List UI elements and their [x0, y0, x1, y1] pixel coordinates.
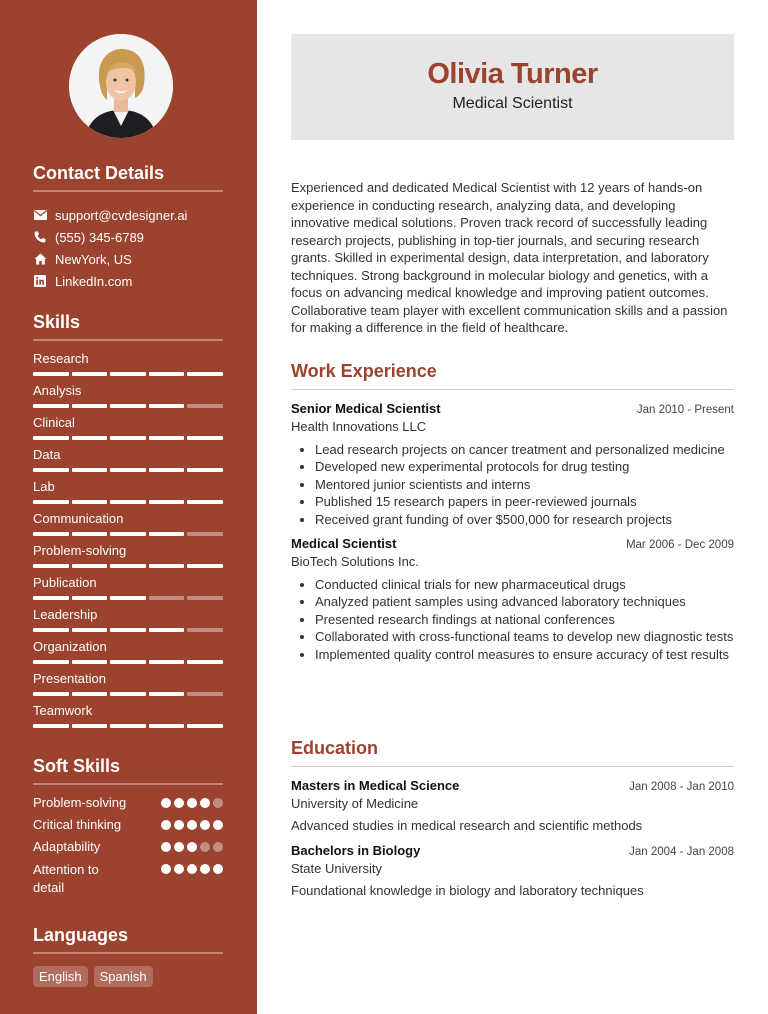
- skill-level-bar: [33, 468, 223, 472]
- skill-level-segment: [187, 564, 223, 568]
- skill-level-segment: [110, 724, 146, 728]
- job-title: Medical Scientist: [291, 536, 397, 552]
- skill-level-segment: [187, 724, 223, 728]
- sidebar: [0, 0, 257, 1014]
- experience-title: Work Experience: [291, 361, 734, 390]
- education-description: Foundational knowledge in biology and laboratory techniques: [291, 883, 644, 898]
- experience-section: [291, 361, 734, 663]
- skill-level-segment: [33, 692, 69, 696]
- phone-icon: [33, 230, 47, 244]
- rating-dot: [200, 798, 210, 808]
- skill-level-bar: [33, 692, 223, 696]
- contact-location: [33, 248, 223, 270]
- skill-item: [33, 445, 223, 477]
- skill-level-bar: [33, 724, 223, 728]
- skill-label: Analysis: [33, 383, 82, 398]
- soft-skill-label: Attention to detail: [33, 862, 99, 895]
- rating-dot: [200, 820, 210, 830]
- soft-skill-item: [33, 795, 223, 817]
- language-chip: Spanish: [94, 966, 153, 987]
- skill-level-segment: [187, 692, 223, 696]
- rating-dot: [161, 820, 171, 830]
- skill-item: [33, 509, 223, 541]
- rating-dot: [161, 842, 171, 852]
- school-name: University of Medicine: [291, 796, 419, 811]
- soft-skill-label: Problem-solving: [33, 795, 127, 810]
- soft-skill-rating: [161, 798, 223, 817]
- header: [291, 34, 734, 140]
- skill-item: [33, 541, 223, 573]
- skill-level-segment: [33, 660, 69, 664]
- contact-phone-text: (555) 345-6789: [55, 229, 144, 245]
- skill-level-segment: [187, 372, 223, 376]
- contact-email-text: support@cvdesigner.ai: [55, 207, 188, 223]
- skill-level-segment: [72, 500, 108, 504]
- skills-title: Skills: [33, 312, 223, 341]
- rating-dot: [213, 864, 223, 874]
- education-date: Jan 2008 - Jan 2010: [629, 781, 734, 793]
- skill-label: Lab: [33, 479, 55, 494]
- soft-skill-label: Critical thinking: [33, 817, 122, 832]
- skill-level-segment: [33, 724, 69, 728]
- skill-level-segment: [72, 468, 108, 472]
- skill-level-segment: [33, 468, 69, 472]
- rating-dot: [213, 798, 223, 808]
- envelope-icon: [33, 208, 47, 222]
- candidate-name: Olivia Turner: [427, 58, 598, 90]
- contact-location-text: NewYork, US: [55, 251, 132, 267]
- contact-phone[interactable]: [33, 226, 223, 248]
- degree-title: Bachelors in Biology: [291, 843, 421, 858]
- skill-level-segment: [149, 596, 185, 600]
- skill-level-segment: [72, 564, 108, 568]
- skill-level-segment: [33, 564, 69, 568]
- skill-level-segment: [33, 628, 69, 632]
- skill-level-bar: [33, 500, 223, 504]
- soft-skills-title: Soft Skills: [33, 756, 223, 785]
- skill-item: [33, 669, 223, 701]
- skill-level-segment: [110, 628, 146, 632]
- skill-level-segment: [33, 436, 69, 440]
- skill-level-bar: [33, 436, 223, 440]
- list-item: • Conducted clinical trials for new pharmaceutical drugs: [315, 576, 734, 593]
- skill-label: Clinical: [33, 415, 75, 430]
- skill-level-segment: [110, 468, 146, 472]
- education-title: Education: [291, 738, 734, 767]
- summary: Experienced and dedicated Medical Scientist with 12 years of hands-on experience in conducting research, analyzing data, and developing innovative medical solutions. Proven track record of successfully leading research projects, publishing in top-tier journals, and securing research grants. Skilled in experimental design, data interpretation, and laboratory techniques. Strong background in molecular biology and genetics, with a focus on advancing medical knowledge and improving patient outcomes. Collaborative team player with excellent communication skills and a passion for making a difference in the field of healthcare.: [291, 180, 728, 335]
- skill-level-segment: [110, 596, 146, 600]
- skill-level-segment: [110, 372, 146, 376]
- job-title: Senior Medical Scientist: [291, 401, 441, 416]
- soft-skill-item: [33, 839, 223, 861]
- skill-label: Data: [33, 447, 61, 462]
- skill-level-segment: [187, 436, 223, 440]
- skill-level-segment: [33, 500, 69, 504]
- skill-item: [33, 637, 223, 669]
- skill-label: Communication: [33, 511, 124, 526]
- linkedin-icon: [33, 274, 47, 288]
- skill-level-segment: [149, 500, 185, 504]
- skill-label: Leadership: [33, 607, 98, 622]
- skill-level-segment: [72, 724, 108, 728]
- skill-level-segment: [110, 404, 146, 408]
- skill-level-segment: [149, 628, 185, 632]
- soft-skill-label: Adaptability: [33, 839, 101, 854]
- skill-level-segment: [187, 596, 223, 600]
- rating-dot: [174, 842, 184, 852]
- skill-level-segment: [72, 404, 108, 408]
- rating-dot: [187, 842, 197, 852]
- skills-list: [33, 349, 223, 733]
- rating-dot: [161, 798, 171, 808]
- job-entry: [291, 401, 734, 528]
- candidate-role: Medical Scientist: [452, 95, 573, 112]
- rating-dot: [187, 864, 197, 874]
- skill-level-segment: [149, 372, 185, 376]
- skill-level-segment: [33, 372, 69, 376]
- skill-item: [33, 573, 223, 605]
- school-name: State University: [291, 861, 383, 876]
- skill-level-segment: [149, 404, 185, 408]
- soft-skill-rating: [161, 864, 223, 901]
- skill-level-segment: [110, 660, 146, 664]
- skill-level-segment: [72, 436, 108, 440]
- languages-title: Languages: [33, 925, 223, 954]
- soft-skill-item: [33, 817, 223, 839]
- skill-level-segment: [110, 564, 146, 568]
- languages-section: [33, 925, 223, 987]
- list-item: • Implemented quality control measures to ensure accuracy of test results: [315, 646, 734, 663]
- skill-level-segment: [110, 532, 146, 536]
- skill-level-segment: [187, 500, 223, 504]
- skill-level-segment: [149, 436, 185, 440]
- job-company: BioTech Solutions Inc.: [291, 554, 419, 570]
- skill-level-segment: [149, 660, 185, 664]
- job-bullets: [291, 576, 734, 663]
- skill-label: Presentation: [33, 671, 106, 686]
- education-section: [291, 738, 734, 898]
- skill-label: Problem-solving: [33, 543, 127, 558]
- list-item: • Lead research projects on cancer treatment and personalized medicine: [315, 441, 734, 458]
- skill-level-segment: [187, 660, 223, 664]
- education-entry: [291, 778, 734, 833]
- skill-level-segment: [149, 692, 185, 696]
- rating-dot: [213, 842, 223, 852]
- contact-linkedin[interactable]: [33, 270, 223, 292]
- skill-level-segment: [149, 468, 185, 472]
- avatar: [69, 34, 173, 138]
- job-entry: [291, 536, 734, 663]
- skill-level-segment: [72, 628, 108, 632]
- skill-level-bar: [33, 532, 223, 536]
- list-item: • Presented research findings at national conferences: [315, 611, 734, 628]
- job-date: Jan 2010 - Present: [636, 404, 734, 416]
- skill-level-segment: [149, 532, 185, 536]
- skill-label: Teamwork: [33, 703, 93, 718]
- skill-label: Research: [33, 351, 89, 366]
- skill-level-segment: [72, 660, 108, 664]
- list-item: • Mentored junior scientists and interns: [315, 476, 734, 493]
- education-date: Jan 2004 - Jan 2008: [629, 846, 734, 858]
- rating-dot: [174, 798, 184, 808]
- skill-item: [33, 701, 223, 733]
- skill-level-segment: [149, 724, 185, 728]
- skill-label: Organization: [33, 639, 107, 654]
- skill-level-bar: [33, 628, 223, 632]
- education-description: Advanced studies in medical research and scientific methods: [291, 818, 643, 833]
- soft-skill-item: [33, 861, 223, 901]
- skill-level-bar: [33, 564, 223, 568]
- skill-item: [33, 349, 223, 381]
- skill-level-segment: [187, 532, 223, 536]
- soft-skill-rating: [161, 820, 223, 839]
- job-bullets: [291, 441, 734, 528]
- rating-dot: [187, 820, 197, 830]
- skill-item: [33, 605, 223, 637]
- rating-dot: [187, 798, 197, 808]
- rating-dot: [200, 864, 210, 874]
- skill-level-bar: [33, 596, 223, 600]
- skill-level-segment: [110, 692, 146, 696]
- soft-skill-rating: [161, 842, 223, 861]
- skill-level-segment: [33, 596, 69, 600]
- job-date: Mar 2006 - Dec 2009: [625, 539, 734, 552]
- skill-level-segment: [187, 628, 223, 632]
- skill-level-segment: [72, 692, 108, 696]
- skill-level-bar: [33, 660, 223, 664]
- skill-level-segment: [110, 436, 146, 440]
- profile-photo-icon: [69, 34, 173, 138]
- contact-section: [33, 163, 223, 292]
- rating-dot: [174, 820, 184, 830]
- skill-level-segment: [110, 500, 146, 504]
- skill-item: [33, 477, 223, 509]
- skill-level-segment: [187, 404, 223, 408]
- skill-level-segment: [72, 372, 108, 376]
- skill-level-segment: [149, 564, 185, 568]
- list-item: • Received grant funding of over $500,000 for research projects: [315, 511, 734, 528]
- language-chip: English: [33, 966, 88, 987]
- skill-level-bar: [33, 372, 223, 376]
- contact-email[interactable]: [33, 204, 223, 226]
- skill-level-segment: [33, 532, 69, 536]
- skill-item: [33, 381, 223, 413]
- education-entry: [291, 843, 734, 898]
- skills-section: [33, 312, 223, 733]
- contact-linkedin-text: LinkedIn.com: [55, 273, 133, 289]
- skill-level-segment: [72, 532, 108, 536]
- home-icon: [33, 252, 47, 266]
- list-item: • Developed new experimental protocols for drug testing: [315, 458, 734, 475]
- contact-title: Contact Details: [33, 163, 223, 192]
- skill-label: Publication: [33, 575, 97, 590]
- skill-level-segment: [72, 596, 108, 600]
- skill-level-bar: [33, 404, 223, 408]
- job-company: Health Innovations LLC: [291, 419, 427, 434]
- list-item: • Collaborated with cross-functional teams to develop new diagnostic tests: [315, 628, 734, 645]
- list-item: • Published 15 research papers in peer-reviewed journals: [315, 493, 734, 510]
- rating-dot: [200, 842, 210, 852]
- skill-level-segment: [33, 404, 69, 408]
- rating-dot: [174, 864, 184, 874]
- soft-skills-section: [33, 756, 223, 901]
- list-item: • Analyzed patient samples using advanced laboratory techniques: [315, 593, 734, 610]
- rating-dot: [161, 864, 171, 874]
- degree-title: Masters in Medical Science: [291, 778, 460, 793]
- skill-item: [33, 413, 223, 445]
- rating-dot: [213, 820, 223, 830]
- skill-level-segment: [187, 468, 223, 472]
